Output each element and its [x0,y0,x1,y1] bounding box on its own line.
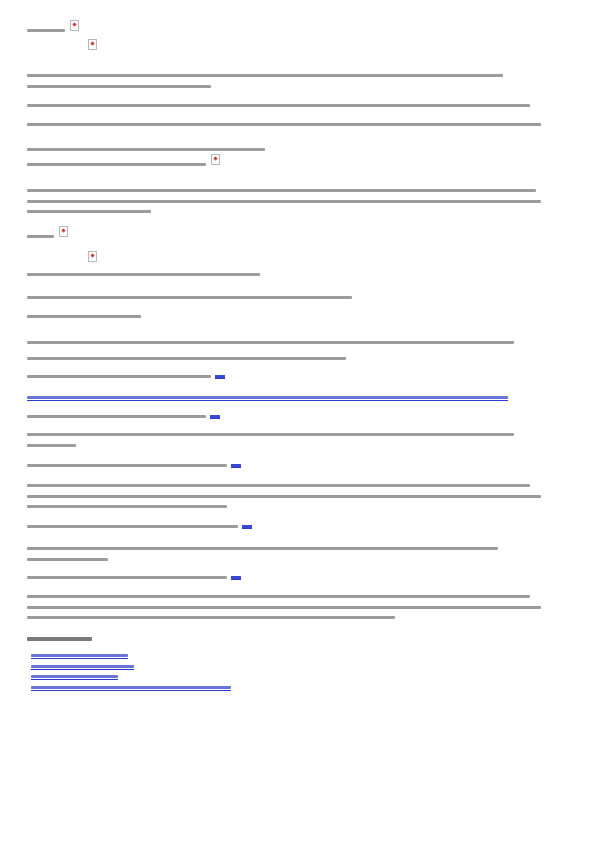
link-row[interactable] [27,393,568,406]
text-line [27,296,352,299]
text-line [27,123,541,126]
term-row [27,573,568,586]
paragraph-row [27,71,568,94]
text-line [27,210,151,213]
text-line [27,273,260,276]
paragraph-row [27,354,568,367]
text-line [27,163,206,166]
text-line [27,576,227,579]
paragraph-row [27,592,568,626]
text-line [27,148,265,151]
paragraph-row [27,120,568,133]
text-line [27,74,503,77]
page-reference-link[interactable] [231,576,241,580]
broken-image-icon [70,20,79,31]
link-text[interactable] [31,686,231,689]
text-line [27,637,92,641]
page-reference-link[interactable] [215,375,225,379]
page-reference-link[interactable] [231,464,241,468]
link-text[interactable] [31,665,134,668]
text-line [27,235,54,238]
paragraph-row [27,544,568,567]
page-reference-link[interactable] [210,415,220,419]
link-text[interactable] [31,675,118,678]
broken-image-icon [88,39,97,50]
image-only-row [27,257,568,269]
text-line [27,29,65,32]
text-line [27,375,211,378]
text-line [27,415,206,418]
text-line [27,495,541,498]
text-line [27,616,395,619]
link-text[interactable] [31,654,128,657]
heading-row [27,634,568,647]
text-line [27,341,514,344]
broken-image-icon [88,251,97,262]
text-line [27,547,498,550]
text-line [27,189,536,192]
text-line [27,315,141,318]
term-row [27,461,568,474]
formula-row [27,232,568,245]
text-line [27,200,541,203]
page-reference-link[interactable] [242,525,252,529]
formula-row [27,26,568,39]
text-line [27,104,530,107]
paragraph-row [27,270,568,283]
text-line [27,444,76,447]
toc-row[interactable] [27,651,568,695]
paragraph-row [27,481,568,515]
image-only-row [27,45,568,57]
paragraph-row [27,293,568,306]
text-line [27,505,227,508]
paragraph-row [27,101,568,114]
formula-row [27,160,568,173]
term-row [27,372,568,385]
text-line [27,558,108,561]
paragraph-row [27,145,568,158]
text-line [27,85,211,88]
text-line [27,433,514,436]
broken-image-icon [211,154,220,165]
paragraph-row [27,338,568,351]
text-line [27,484,530,487]
paragraph-row [27,430,568,453]
paragraph-row [27,312,568,325]
term-row [27,412,568,425]
link-text[interactable] [27,396,508,399]
text-line [27,606,541,609]
term-row [27,522,568,535]
text-line [27,464,227,467]
text-line [27,357,346,360]
broken-image-icon [59,226,68,237]
paragraph-row [27,186,568,220]
text-line [27,595,530,598]
text-line [27,525,238,528]
